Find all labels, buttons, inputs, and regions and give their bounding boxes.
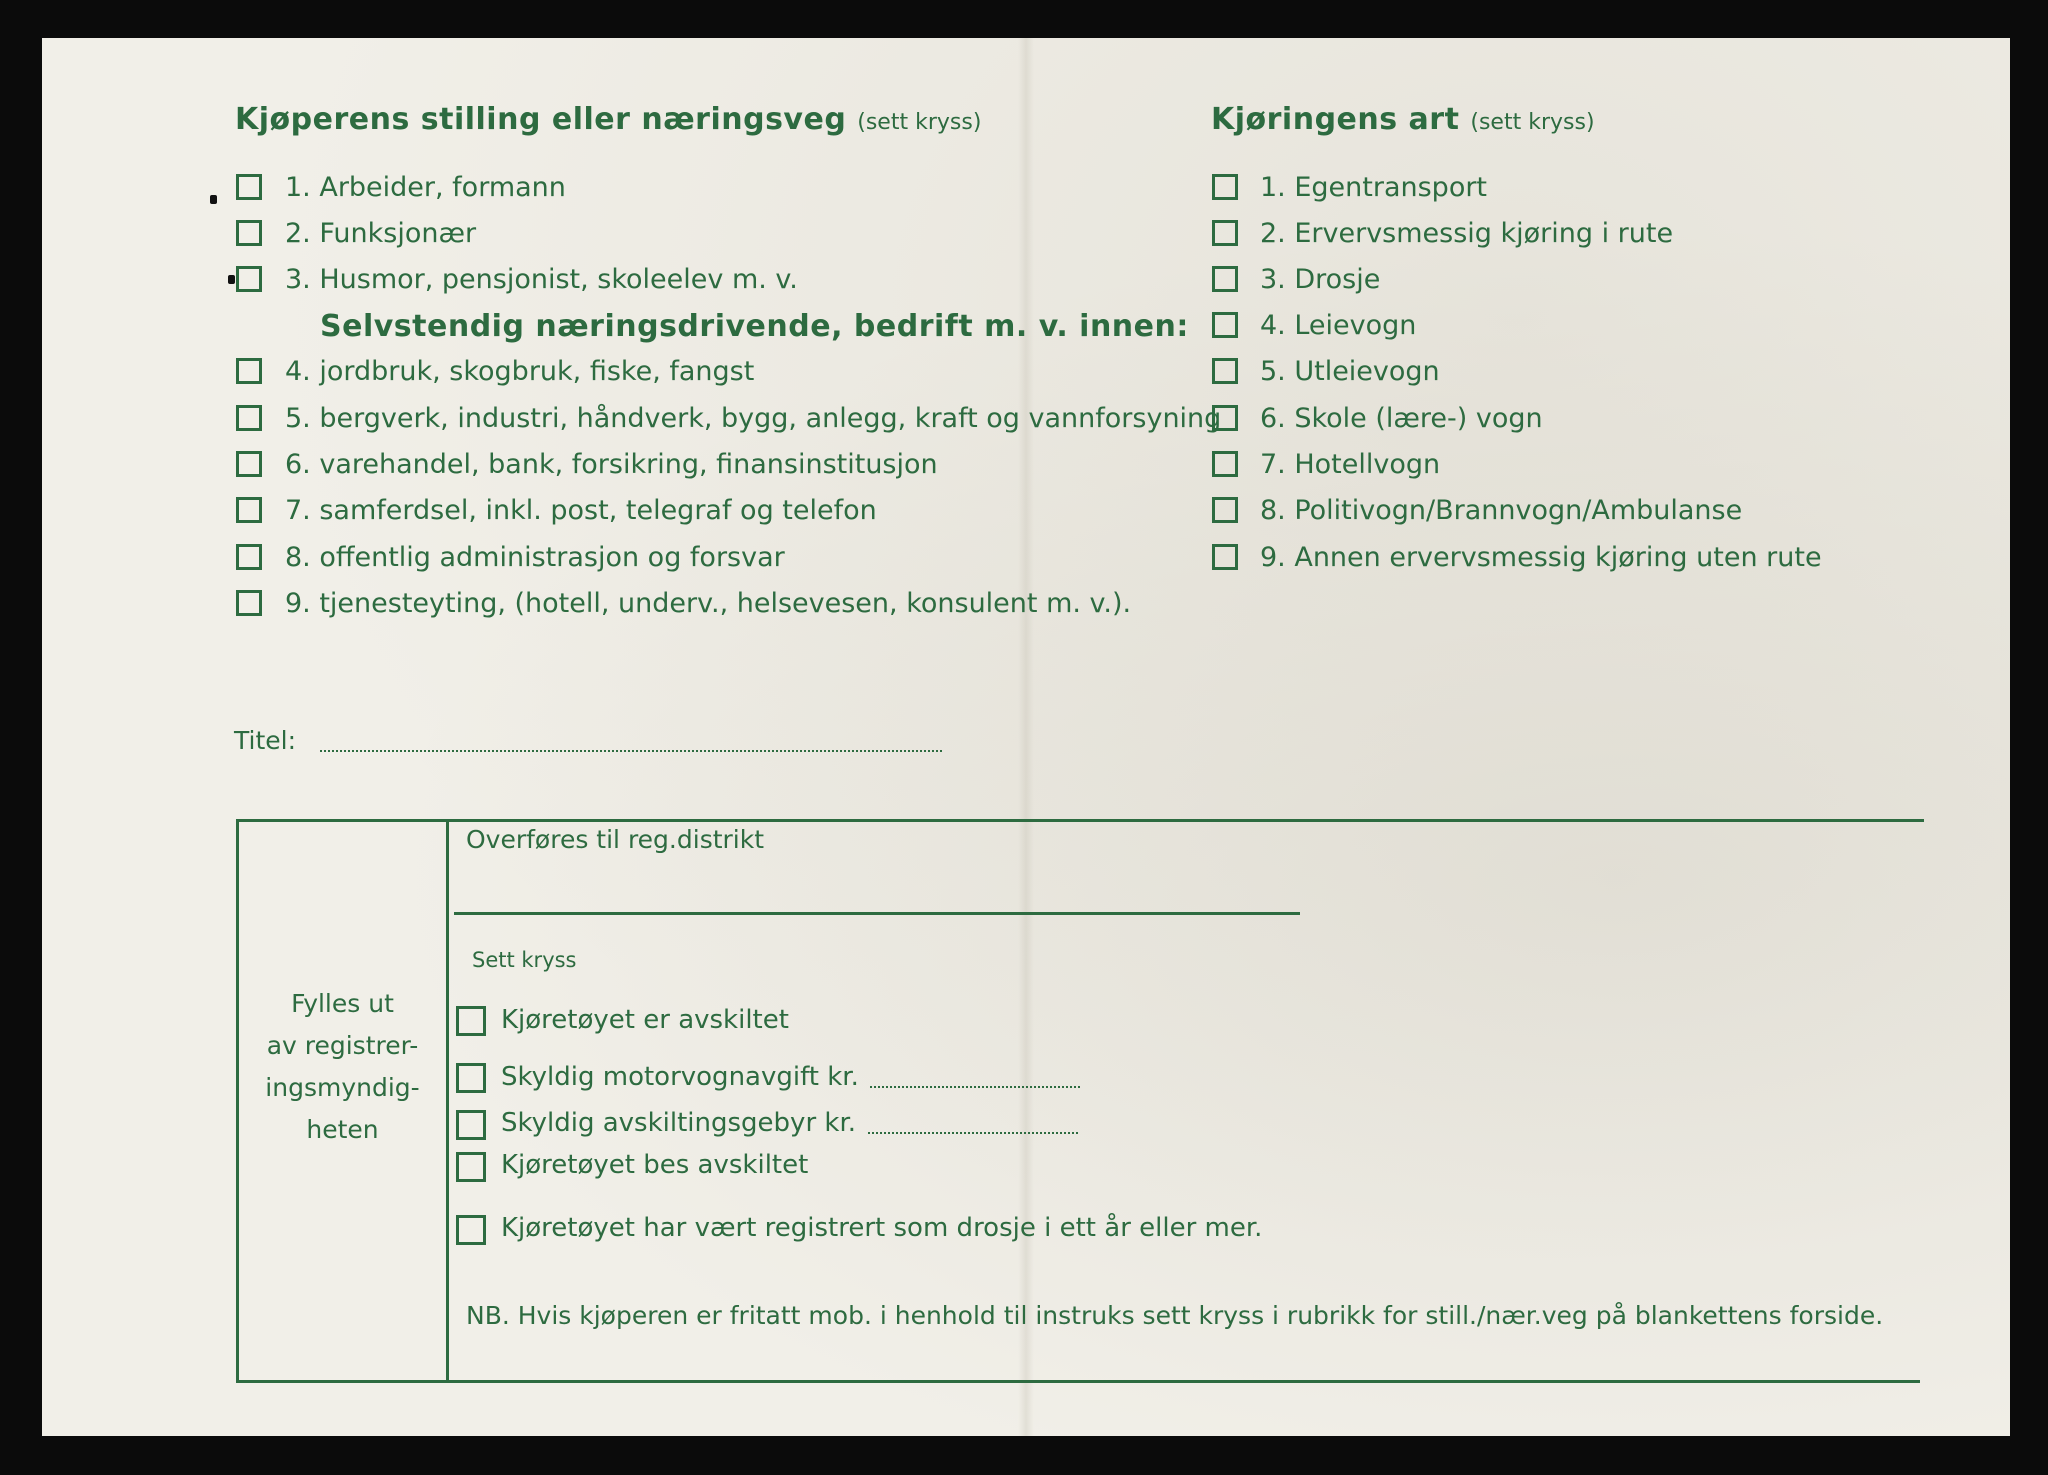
occupation-item-9: 9. tjenesteyting, (hotell, underv., helsevesen, konsulent m. v.). bbox=[285, 588, 1132, 619]
mobilization-note: NB. Hvis kjøperen er fritatt mob. i henhold til instruks sett kryss i rubrikk for still./nær.veg på blankettens forside. bbox=[466, 1301, 1884, 1330]
check-item-request-deregister: Kjøretøyet bes avskiltet bbox=[501, 1150, 809, 1180]
occupation-item-4: 4. jordbruk, skogbruk, fiske, fangst bbox=[285, 356, 755, 387]
checkbox-driving-6[interactable] bbox=[1212, 405, 1238, 431]
check-item-vehicle-tax: Skyldig motorvognavgift kr. bbox=[501, 1062, 859, 1092]
transfer-district-line[interactable] bbox=[454, 912, 1300, 915]
checkbox-vehicle-tax[interactable] bbox=[456, 1063, 486, 1093]
checkbox-occupation-3[interactable] bbox=[236, 266, 262, 292]
authority-label bbox=[239, 983, 446, 1151]
driving-type-title: Kjøringens art bbox=[1211, 102, 1460, 137]
checkbox-taxi-registered[interactable] bbox=[456, 1215, 486, 1245]
authority-label-line: Fylles ut bbox=[291, 989, 394, 1018]
driving-item-8: 8. Politivogn/Brannvogn/Ambulanse bbox=[1260, 495, 1743, 526]
occupation-item-6: 6. varehandel, bank, forsikring, finansinstitusjon bbox=[285, 449, 938, 480]
authority-label-line: av registrer- bbox=[266, 1031, 419, 1060]
sett-kryss-label: Sett kryss bbox=[472, 948, 577, 972]
checkbox-occupation-9[interactable] bbox=[236, 590, 262, 616]
checkbox-driving-4[interactable] bbox=[1212, 312, 1238, 338]
checkbox-occupation-2[interactable] bbox=[236, 220, 262, 246]
occupation-item-2: 2. Funksjonær bbox=[285, 218, 477, 249]
checkbox-driving-1[interactable] bbox=[1212, 174, 1238, 200]
checkbox-occupation-7[interactable] bbox=[236, 497, 262, 523]
checkbox-occupation-4[interactable] bbox=[236, 358, 262, 384]
ink-mark bbox=[210, 195, 217, 204]
transfer-district-label: Overføres til reg.distrikt bbox=[466, 825, 765, 854]
checkbox-occupation-6[interactable] bbox=[236, 451, 262, 477]
buyer-occupation-heading bbox=[235, 102, 981, 137]
check-item-plate-fee: Skyldig avskiltingsgebyr kr. bbox=[501, 1108, 857, 1138]
checkbox-driving-5[interactable] bbox=[1212, 358, 1238, 384]
driving-type-hint: (sett kryss) bbox=[1470, 110, 1595, 135]
checkbox-driving-8[interactable] bbox=[1212, 497, 1238, 523]
check-item-taxi-registered: Kjøretøyet har vært registrert som drosje i ett år eller mer. bbox=[501, 1213, 1263, 1243]
vehicle-tax-amount-field[interactable] bbox=[870, 1086, 1080, 1088]
ink-mark bbox=[228, 275, 235, 284]
box-divider bbox=[446, 819, 449, 1380]
checkbox-occupation-8[interactable] bbox=[236, 544, 262, 570]
checkbox-driving-3[interactable] bbox=[1212, 266, 1238, 292]
occupation-item-8: 8. offentlig administrasjon og forsvar bbox=[285, 542, 785, 573]
checkbox-driving-7[interactable] bbox=[1212, 451, 1238, 477]
checkbox-driving-9[interactable] bbox=[1212, 544, 1238, 570]
driving-item-1: 1. Egentransport bbox=[1260, 172, 1488, 203]
driving-item-2: 2. Ervervsmessig kjøring i rute bbox=[1260, 218, 1674, 249]
authority-label-line: ingsmyndig- bbox=[265, 1073, 420, 1102]
box-bottom-border bbox=[236, 1380, 1920, 1383]
buyer-occupation-title: Kjøperens stilling eller næringsveg bbox=[235, 102, 847, 137]
checkbox-occupation-1[interactable] bbox=[236, 174, 262, 200]
checkbox-driving-2[interactable] bbox=[1212, 220, 1238, 246]
driving-item-4: 4. Leievogn bbox=[1260, 310, 1417, 341]
titel-label: Titel: bbox=[234, 726, 296, 755]
checkbox-occupation-5[interactable] bbox=[236, 405, 262, 431]
form-sheet bbox=[42, 38, 2010, 1436]
driving-item-9: 9. Annen ervervsmessig kjøring uten rute bbox=[1260, 542, 1822, 573]
titel-field[interactable] bbox=[320, 750, 942, 752]
occupation-item-5: 5. bergverk, industri, håndverk, bygg, anlegg, kraft og vannforsyning bbox=[285, 403, 1222, 434]
checkbox-plate-fee[interactable] bbox=[456, 1110, 486, 1140]
box-top-border bbox=[236, 819, 1924, 822]
driving-type-heading bbox=[1211, 102, 1595, 137]
check-item-deregistered: Kjøretøyet er avskiltet bbox=[501, 1005, 789, 1035]
driving-item-7: 7. Hotellvogn bbox=[1260, 449, 1441, 480]
checkbox-request-deregister[interactable] bbox=[456, 1152, 486, 1182]
self-employed-subheading: Selvstendig næringsdrivende, bedrift m. v. innen: bbox=[320, 309, 1189, 344]
buyer-occupation-hint: (sett kryss) bbox=[857, 110, 982, 135]
driving-item-6: 6. Skole (lære-) vogn bbox=[1260, 403, 1543, 434]
checkbox-deregistered[interactable] bbox=[456, 1006, 486, 1036]
occupation-item-1: 1. Arbeider, formann bbox=[285, 172, 566, 203]
occupation-item-3: 3. Husmor, pensjonist, skoleelev m. v. bbox=[285, 264, 798, 295]
plate-fee-amount-field[interactable] bbox=[868, 1132, 1078, 1134]
driving-item-5: 5. Utleievogn bbox=[1260, 356, 1440, 387]
driving-item-3: 3. Drosje bbox=[1260, 264, 1381, 295]
occupation-item-7: 7. samferdsel, inkl. post, telegraf og telefon bbox=[285, 495, 877, 526]
authority-label-line: heten bbox=[306, 1115, 379, 1144]
